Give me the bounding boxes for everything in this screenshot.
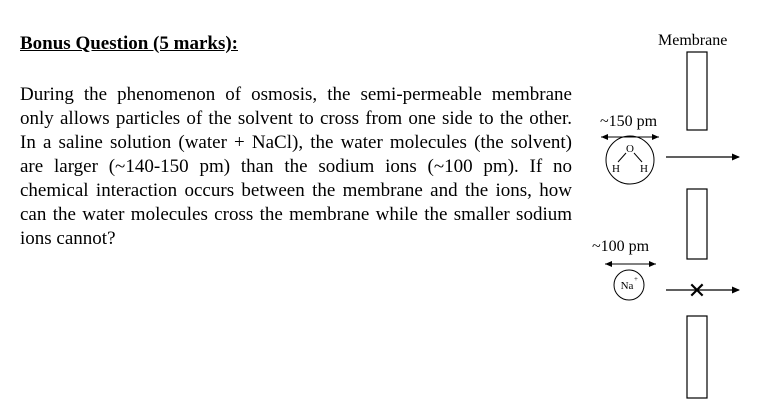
sodium-size-label: ~100 pm <box>592 238 650 255</box>
membrane-segment-bottom <box>687 316 707 398</box>
sodium-charge-label: + <box>634 275 638 283</box>
blocked-cross-icon: ✕ <box>687 279 707 304</box>
oxygen-atom-label: O <box>626 143 634 155</box>
hydrogen-atom-label-right: H <box>640 163 648 175</box>
water-molecule <box>606 136 654 184</box>
membrane-segment-top <box>687 52 707 130</box>
sodium-ion-label: Na <box>620 280 634 292</box>
sodium-ion <box>614 270 644 300</box>
sodium-size-arrow <box>605 261 656 267</box>
membrane-label: Membrane <box>658 32 728 49</box>
water-size-label: ~150 pm <box>600 113 658 130</box>
membrane-segment-middle <box>687 189 707 259</box>
hydrogen-atom-label-left: H <box>612 163 620 175</box>
water-size-arrow <box>601 134 659 140</box>
question-title: Bonus Question (5 marks): <box>20 33 238 54</box>
question-body: During the phenomenon of osmosis, the semi-permeable membrane only allows particles of the solvent to cross from one side to the other. In a saline solution (water + NaCl), the water molecules (the solvent) are larger (~140-150 pm) than the sodium ions (~100 pm). If no chemical interaction occurs between the membrane and the ions, how can the water molecules cross the membrane while the smaller sodium ions cannot? <box>20 84 572 249</box>
